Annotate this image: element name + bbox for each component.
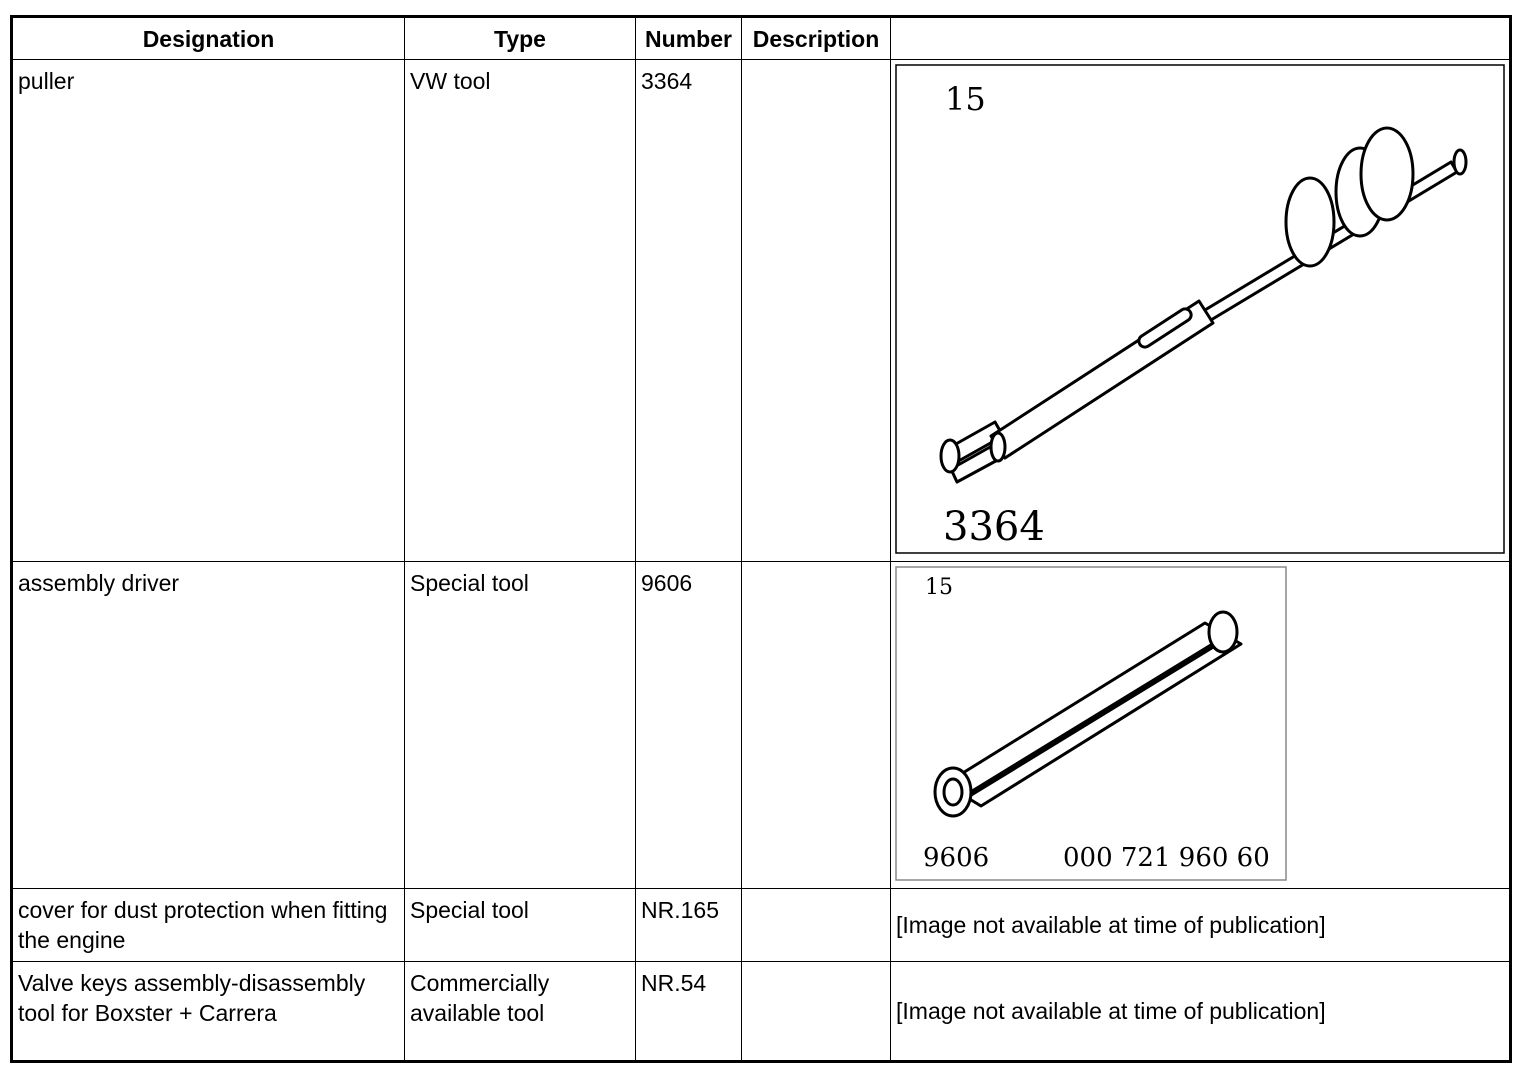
number-cell: NR.54 xyxy=(636,962,742,1062)
type-cell: Commercially available tool xyxy=(405,962,636,1062)
number-cell: NR.165 xyxy=(636,889,742,962)
designation-cell: puller xyxy=(12,60,405,562)
assembly-driver-illustration xyxy=(895,566,1287,881)
table-row xyxy=(12,962,1511,1062)
header-image xyxy=(891,17,1511,60)
puller-tool-illustration xyxy=(895,64,1505,554)
description-cell xyxy=(742,889,891,962)
type-cell: Special tool xyxy=(405,889,636,962)
number-cell: 3364 xyxy=(636,60,742,562)
designation-cell: assembly driver xyxy=(12,562,405,889)
table-row xyxy=(12,60,1511,562)
header-row xyxy=(12,17,1511,60)
designation-cell: Valve keys assembly-disassembly tool for Boxster + Carrera xyxy=(12,962,405,1062)
table-row xyxy=(12,562,1511,889)
special-tools-table xyxy=(10,15,1512,1063)
figure-corner-label: 15 xyxy=(925,575,953,600)
figure-corner-label: 15 xyxy=(945,80,986,118)
description-cell xyxy=(742,562,891,889)
figure-caption-right: 000 721 960 60 xyxy=(1063,843,1270,873)
header-description: Description xyxy=(742,17,891,60)
designation-cell: cover for dust protection when fitting the engine xyxy=(12,889,405,962)
table-row xyxy=(12,889,1511,962)
image-unavailable-note: [Image not available at time of publication] xyxy=(891,962,1511,1062)
header-designation: Designation xyxy=(12,17,405,60)
number-cell: 9606 xyxy=(636,562,742,889)
type-cell: Special tool xyxy=(405,562,636,889)
figure-caption-left: 9606 xyxy=(923,843,990,873)
figure-caption: 3364 xyxy=(943,504,1045,550)
image-unavailable-note: [Image not available at time of publication] xyxy=(891,889,1511,962)
description-cell xyxy=(742,962,891,1062)
header-number: Number xyxy=(636,17,742,60)
type-cell: VW tool xyxy=(405,60,636,562)
header-type: Type xyxy=(405,17,636,60)
description-cell xyxy=(742,60,891,562)
image-cell xyxy=(891,562,1511,889)
image-cell xyxy=(891,60,1511,562)
